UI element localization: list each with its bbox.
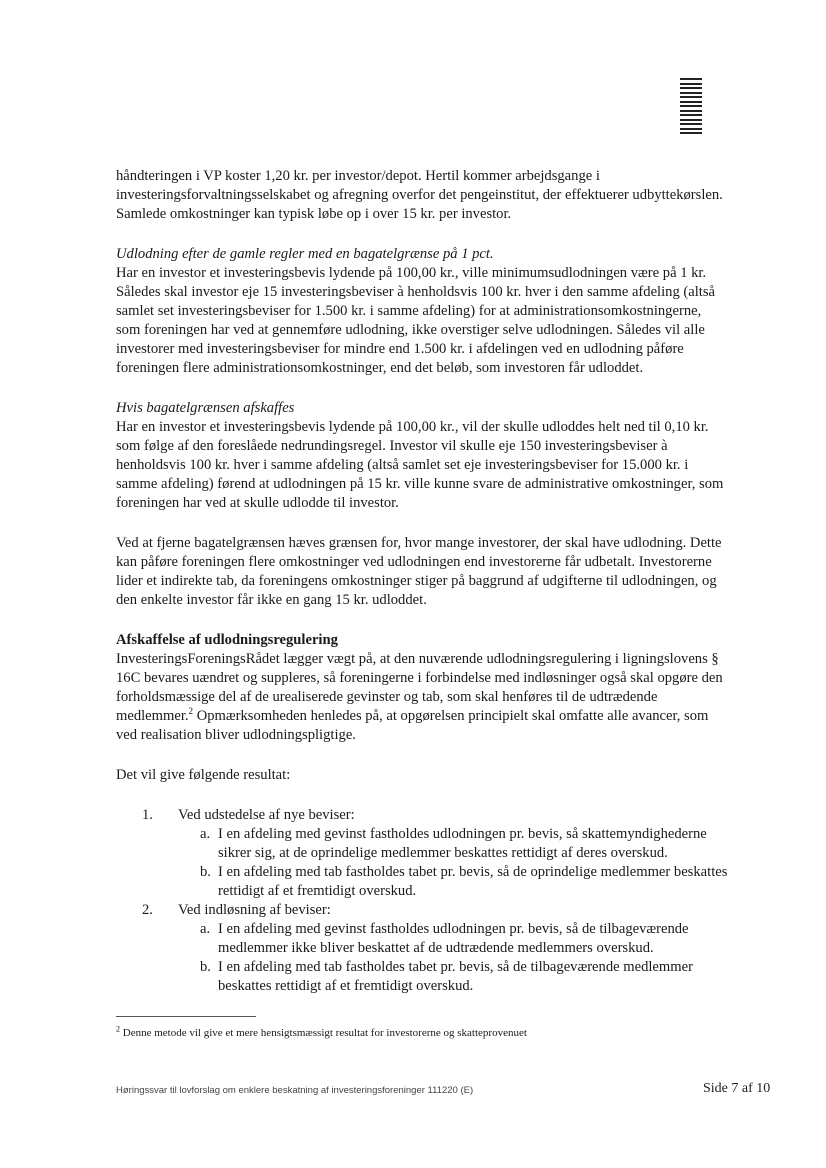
sub-number: a.: [200, 921, 211, 937]
paragraph-old-rules: Har en investor et investeringsbevis lydende på 100,00 kr., ville minimumsudlodningen være på 1 kr. Således skal investor eje 15 investeringsbeviser à henholdsvis 100 kr. hver i den samme afdeling (altså samlet set investeringsbeviser for 1.500 kr. i samme afdeling) for at administrationsomkostningerne, som foreningen har ved at gennemføre udlodning, ikke overstiger selve udlodningen. Således vil alle investorer med investeringsbeviser for mindre end 1.500 kr. i afdelingen ved en udlodning påføre foreningen flere administrationsomkostninger, end det beløb, som investoren får udloddet.: [116, 265, 716, 376]
subheading-old-rules: Udlodning efter de gamle regler med en bagatelgrænse på 1 pct.: [116, 246, 494, 262]
paragraph-regulation: [116, 650, 728, 745]
sub-number: b.: [200, 959, 211, 975]
paragraph-abolish: Har en investor et investeringsbevis lydende på 100,00 kr., vil der skulle udloddes helt ned til 0,10 kr. som følge af den foreslåede nedrundingsregel. Investor vil skulle eje 150 investeringsbeviser à henholdsvis 100 kr. hver i samme afdeling (altså samlet set eje investeringsbeviser for 15.000 kr. i samme afdeling) førend at udlodningen på 15 kr. ville kunne svare de administrative omkostninger, som foreningen har ved at skulle udlodde til investor.: [116, 419, 724, 511]
section-heading: Afskaffelse af udlodningsregulering: [116, 632, 338, 648]
sub-item: [116, 825, 728, 863]
sub-item: [116, 958, 728, 996]
list-number: 2.: [142, 902, 153, 918]
sub-text: I en afdeling med gevinst fastholdes udlodningen pr. bevis, så de tilbageværende medlemmer ikke bliver beskattet af de udtrædende medlemmers overskud.: [218, 921, 689, 956]
sub-item: [116, 920, 728, 958]
list-item-label: [116, 901, 728, 920]
paragraph-remove-limit: Ved at fjerne bagatelgrænsen hæves grænsen for, hvor mange investorer, der skal have udlodning. Dette kan påføre foreningen flere omkostninger ved udlodningen end investorerne får udbetalt. Investorerne lider et indirekte tab, da foreningens omkostninger stiger på baggrund af udgifterne til udlodningen, og den enkelte investor får ikke en gang 15 kr. udloddet.: [116, 535, 722, 608]
page-number: Side 7 af 10: [703, 1081, 771, 1096]
sub-number: b.: [200, 864, 211, 880]
regulation-text-a: InvesteringsForeningsRådet lægger vægt på, at den nuværende udlodningsregulering i ligningslovens § 16C bevares uændret og suppleres, så foreningerne i forbindelse med indløsninger også skal opgøre den forholdsmæssige del af de urealiserede gevinster og tab, som skal henføres til de udtrædende medlemmer.: [116, 651, 723, 724]
list-number: 1.: [142, 807, 153, 823]
list-label: Ved udstedelse af nye beviser:: [178, 807, 355, 823]
footnote-divider: [116, 1016, 256, 1017]
logo-icon: [680, 78, 702, 134]
footnote-number: 2: [116, 1024, 120, 1034]
body-text: [116, 167, 728, 996]
regulation-text-b: Opmærksomheden henledes på, at opgørelsen principielt skal omfatte alle avancer, som ved realisation bliver udlodningspligtige.: [116, 708, 709, 743]
sub-text: I en afdeling med tab fastholdes tabet pr. bevis, så de tilbageværende medlemmer beskattes rettidigt af et fremtidigt overskud.: [218, 959, 693, 994]
list-item: [116, 901, 728, 996]
sub-item: [116, 863, 728, 901]
result-list: [116, 806, 728, 996]
footer-document-title: Høringssvar til lovforslag om enklere beskatning af investeringsforeninger 111220 (E): [116, 1085, 474, 1096]
sub-text: I en afdeling med gevinst fastholdes udlodningen pr. bevis, så skattemyndighederne sikrer sig, at de oprindelige medlemmer beskattes rettidigt af deres overskud.: [218, 826, 707, 861]
list-item: [116, 806, 728, 901]
paragraph-result: Det vil give følgende resultat:: [116, 767, 291, 783]
footnote: [116, 1026, 756, 1040]
footnote-text: Denne metode vil give et mere hensigtsmæssigt resultat for investorerne og skatteprovenuet: [120, 1027, 527, 1039]
list-label: Ved indløsning af beviser:: [178, 902, 331, 918]
sub-text: I en afdeling med tab fastholdes tabet pr. bevis, så de oprindelige medlemmer beskattes rettidigt af et fremtidigt overskud.: [218, 864, 728, 899]
subheading-abolish: Hvis bagatelgrænsen afskaffes: [116, 400, 295, 416]
sub-number: a.: [200, 826, 211, 842]
footnote-ref[interactable]: 2: [188, 706, 194, 717]
list-item-label: [116, 806, 728, 825]
paragraph-intro: håndteringen i VP koster 1,20 kr. per investor/depot. Hertil kommer arbejdsgange i investeringsforvaltningsselskabet og afregning overfor det pengeinstitut, der effektuerer udbyttekørslen. Samlede omkostninger kan typisk løbe op i over 15 kr. per investor.: [116, 168, 723, 222]
